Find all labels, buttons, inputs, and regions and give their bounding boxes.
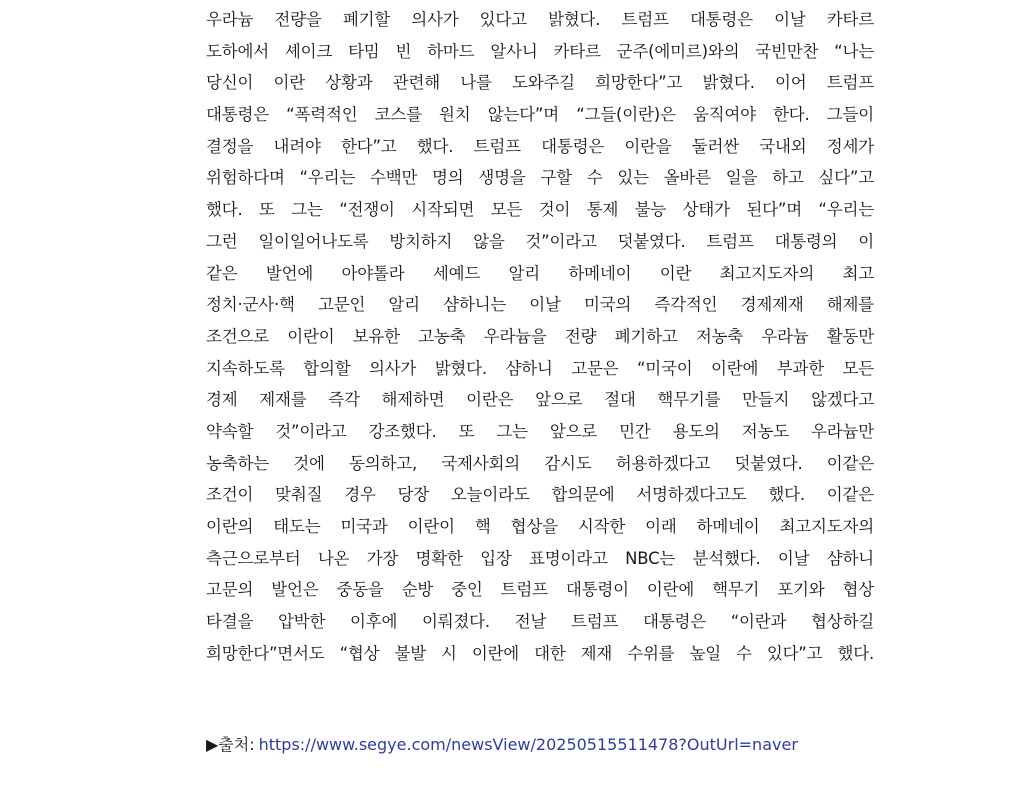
article-line-21: 희망한다”면서도 “협상 불발 시 이란에 대한 제재 수위를 높일 수 있다”고 했다. — [206, 643, 874, 663]
article-line-11: 조건으로 이란이 보유한 고농축 우라늄을 전량 폐기하고 저농축 우라늄 활동만 — [206, 326, 874, 346]
article-line-16: 조건이 맞춰질 경우 당장 오늘이라도 합의문에 서명하겠다고도 했다. 이같은 — [206, 485, 874, 505]
article-line-8: 그런 일이일어나도록 방치하지 않을 것”이라고 덧붙였다. 트럼프 대통령의 이 — [206, 231, 874, 251]
article-line-13: 경제 제재를 즉각 해제하면 이란은 앞으로 절대 핵무기를 만들지 않겠다고 — [206, 390, 874, 410]
article-line-10: 정치·군사·핵 고문인 알리 샴하니는 이날 미국의 즉각적인 경제제재 해제를 — [206, 295, 874, 315]
article-line-20: 타결을 압박한 이후에 이뤄졌다. 전날 트럼프 대통령은 “이란과 협상하길 — [206, 612, 874, 632]
article-line-2: 도하에서 셰이크 타밈 빈 하마드 알사니 카타르 군주(에미르)와의 국빈만찬 “나는 — [206, 41, 874, 61]
article-line-6: 위험하다며 “우리는 수백만 명의 생명을 구할 수 있는 올바른 일을 하고 싶다”고 — [206, 168, 874, 188]
article-body — [206, 4, 874, 669]
source-attribution — [206, 730, 798, 760]
article-line-3: 당신이 이란 상황과 관련해 나를 도와주길 희망한다”고 밝혔다. 이어 트럼프 — [206, 73, 874, 93]
source-link[interactable]: https://www.segye.com/newsView/20250515511478?OutUrl=naver — [258, 735, 798, 754]
article-line-19: 고문의 발언은 중동을 순방 중인 트럼프 대통령이 이란에 핵무기 포기와 협상 — [206, 580, 874, 600]
article-line-17: 이란의 태도는 미국과 이란이 핵 협상을 시작한 이래 하메네이 최고지도자의 — [206, 517, 874, 536]
article-line-12: 지속하도록 합의할 의사가 밝혔다. 샴하니 고문은 “미국이 이란에 부과한 모든 — [206, 358, 874, 378]
article-line-1: 우라늄 전량을 폐기할 의사가 있다고 밝혔다. 트럼프 대통령은 이날 카타르 — [206, 10, 874, 29]
article-line-15: 농축하는 것에 동의하고, 국제사회의 감시도 허용하겠다고 덧붙였다. 이같은 — [206, 453, 874, 473]
article-line-18: 측근으로부터 나온 가장 명확한 입장 표명이라고 NBC는 분석했다. 이날 샴하니 — [206, 548, 874, 568]
article-line-9: 같은 발언에 아야톨라 세예드 알리 하메네이 이란 최고지도자의 최고 — [206, 263, 874, 283]
article-line-14: 약속할 것”이라고 강조했다. 또 그는 앞으로 민간 용도의 저농도 우라늄만 — [206, 421, 874, 441]
source-label: ▶출처: — [206, 735, 255, 754]
article-line-7: 했다. 또 그는 “전쟁이 시작되면 모든 것이 통제 불능 상태가 된다”며 “우리는 — [206, 200, 874, 220]
article-line-4: 대통령은 “폭력적인 코스를 원치 않는다”며 “그들(이란)은 움직여야 한다. 그들이 — [206, 105, 874, 125]
article-line-5: 결정을 내려야 한다”고 했다. 트럼프 대통령은 이란을 둘러싼 국내외 정세가 — [206, 136, 874, 156]
